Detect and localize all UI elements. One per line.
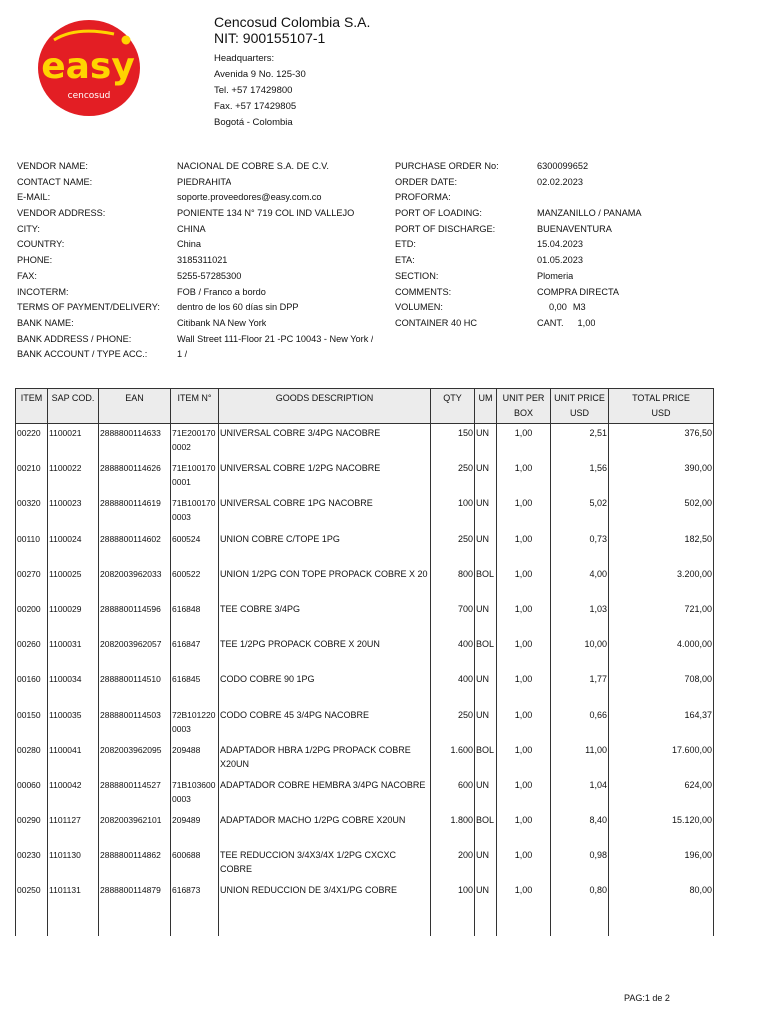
cell-item-no	[171, 776, 219, 811]
vendor-info-value: CHINA	[177, 223, 206, 234]
vendor-info-row	[17, 300, 392, 316]
order-info-value-extra: M3	[572, 302, 586, 313]
order-info-value-main: 02.02.2023	[537, 176, 583, 187]
cell-unit-per-box: 1,00	[497, 881, 551, 916]
cell-sap-code: 1100042	[48, 776, 99, 811]
order-info-label: ORDER DATE:	[395, 176, 458, 187]
order-info-row	[395, 222, 685, 238]
vendor-info-label: BANK ADDRESS / PHONE:	[17, 333, 132, 344]
cell-ean: 2888800114527	[99, 776, 171, 811]
vendor-info-label: BANK ACCOUNT / TYPE ACC.:	[17, 349, 148, 360]
cell-unit-price: 1,04	[551, 776, 609, 811]
cell-total-price: 708,00	[609, 670, 714, 705]
cell-item-no	[171, 600, 219, 635]
header-ean: EAN	[99, 389, 171, 424]
order-info-label: COMMENTS:	[395, 286, 452, 297]
cell-unit-price: 0,80	[551, 881, 609, 916]
table-row	[16, 670, 714, 705]
cell-ean: 2888800114879	[99, 881, 171, 916]
order-info-value-main: 01.05.2023	[537, 255, 583, 266]
cell-total-price: 4.000,00	[609, 635, 714, 670]
logo-subtext: cencosud	[67, 91, 111, 101]
cell-item: 00230	[16, 846, 48, 881]
table-row	[16, 846, 714, 881]
vendor-info-value: China	[177, 239, 202, 250]
cell-unit-per-box: 1,00	[497, 530, 551, 565]
cell-item: 00060	[16, 776, 48, 811]
table-row	[16, 494, 714, 529]
company-nit: NIT: 900155107-1	[214, 30, 326, 46]
cell-unit-per-box: 1,00	[497, 635, 551, 670]
header-goods-description: GOODS DESCRIPTION	[219, 389, 431, 424]
table-row	[16, 459, 714, 494]
cell-qty: 1.800	[431, 811, 475, 846]
header-unit-per-box-line1: UNIT PER	[502, 393, 545, 403]
table-row	[16, 811, 714, 846]
order-info-row	[395, 175, 685, 191]
cell-item: 00260	[16, 635, 48, 670]
cell-unit-per-box: 1,00	[497, 706, 551, 741]
cell-unit-price: 0,73	[551, 530, 609, 565]
cell-unit-price: 10,00	[551, 635, 609, 670]
order-info-row	[395, 159, 685, 175]
order-info-value-main: CANT.	[537, 317, 564, 328]
vendor-info-row	[17, 253, 392, 269]
order-info-label: SECTION:	[395, 270, 439, 281]
cell-item: 00210	[16, 459, 48, 494]
vendor-info-value: 1 /	[177, 349, 188, 360]
cell-ean: 2888800114862	[99, 846, 171, 881]
cell-item: 00220	[16, 424, 48, 460]
cell-total-price: 15.120,00	[609, 811, 714, 846]
cell-item-no-line1: 71B103600	[172, 779, 216, 790]
items-table	[15, 388, 714, 936]
cell-ean: 2082003962033	[99, 565, 171, 600]
vendor-info-label: CONTACT NAME:	[17, 176, 93, 187]
vendor-info-label: COUNTRY:	[17, 239, 65, 250]
cell-total-price: 80,00	[609, 881, 714, 916]
cell-total-price: 182,50	[609, 530, 714, 565]
cell-qty: 200	[431, 846, 475, 881]
table-row	[16, 600, 714, 635]
cell-unit-price: 1,77	[551, 670, 609, 705]
vendor-info-value: Wall Street 111-Floor 21 -PC 10043 - New York /	[177, 333, 374, 344]
cell-ean: 2888800114602	[99, 530, 171, 565]
cell-qty: 100	[431, 494, 475, 529]
cell-um: UN	[475, 459, 497, 494]
cell-goods-description: ADAPTADOR MACHO 1/2PG COBRE X20UN	[219, 811, 431, 846]
order-info-value	[537, 300, 586, 316]
filler-cell	[551, 917, 609, 936]
company-address-line: Fax. +57 17429805	[214, 101, 297, 112]
vendor-info-label: E-MAIL:	[17, 192, 51, 203]
cell-um: BOL	[475, 741, 497, 776]
vendor-info-row	[17, 237, 392, 253]
cell-item-no	[171, 424, 219, 460]
order-info-label: ETD:	[395, 239, 416, 250]
vendor-info-value: PIEDRAHITA	[177, 176, 232, 187]
order-info-value-main: 6300099652	[537, 161, 589, 171]
cell-qty: 800	[431, 565, 475, 600]
cell-ean: 2888800114503	[99, 706, 171, 741]
vendor-info	[17, 159, 392, 363]
cell-unit-price: 4,00	[551, 565, 609, 600]
cell-um: UN	[475, 670, 497, 705]
cell-um: UN	[475, 881, 497, 916]
table-row	[16, 565, 714, 600]
company-address-line: Tel. +57 17429800	[214, 85, 293, 96]
cell-item-no-line1: 600688	[172, 850, 201, 861]
cell-sap-code: 1100021	[48, 424, 99, 460]
cell-goods-description: TEE REDUCCION 3/4X3/4X 1/2PG CXCXC COBRE	[219, 846, 431, 881]
header-total-price	[609, 389, 714, 424]
order-info-row	[395, 253, 685, 269]
cell-unit-per-box: 1,00	[497, 670, 551, 705]
table-row	[16, 635, 714, 670]
header-unit-per-box	[497, 389, 551, 424]
cell-total-price: 624,00	[609, 776, 714, 811]
cell-qty: 600	[431, 776, 475, 811]
order-info-value-main: Plomeria	[537, 270, 574, 281]
cell-goods-description: UNIVERSAL COBRE 3/4PG NACOBRE	[219, 424, 431, 460]
cell-sap-code: 1100024	[48, 530, 99, 565]
cell-item-no-line1: 616847	[172, 639, 201, 650]
order-info-row	[395, 285, 685, 301]
header-unit-price	[551, 389, 609, 424]
vendor-info-label: FAX:	[17, 270, 37, 281]
vendor-info-row	[17, 285, 392, 301]
cell-ean: 2888800114510	[99, 670, 171, 705]
cell-unit-per-box: 1,00	[497, 600, 551, 635]
vendor-info-row	[17, 175, 392, 191]
cell-goods-description: ADAPTADOR COBRE HEMBRA 3/4PG NACOBRE	[219, 776, 431, 811]
cell-unit-per-box: 1,00	[497, 565, 551, 600]
cell-qty: 250	[431, 459, 475, 494]
cell-item: 00280	[16, 741, 48, 776]
order-info-value-extra: 1,00	[577, 317, 596, 328]
filler-cell	[99, 917, 171, 936]
order-info-row	[395, 206, 685, 222]
cell-sap-code: 1100029	[48, 600, 99, 635]
logo-wordmark: easy	[41, 46, 135, 87]
header-item: ITEM	[16, 389, 48, 424]
order-info-value	[537, 206, 642, 222]
cell-item-no	[171, 881, 219, 916]
cell-goods-description: TEE 1/2PG PROPACK COBRE X 20UN	[219, 635, 431, 670]
cell-total-price: 721,00	[609, 600, 714, 635]
cell-item-no-line1: 72B101220	[172, 709, 216, 720]
cell-total-price: 17.600,00	[609, 741, 714, 776]
vendor-info-value: 5255-57285300	[177, 270, 242, 281]
table-row	[16, 881, 714, 916]
cell-item: 00250	[16, 881, 48, 916]
cell-goods-description: UNIVERSAL COBRE 1PG NACOBRE	[219, 494, 431, 529]
vendor-info-row	[17, 347, 392, 363]
vendor-info-value: 3185311021	[177, 255, 228, 266]
header-item-no: ITEM N°	[171, 389, 219, 424]
cell-item-no-line2: 0003	[172, 723, 191, 734]
cell-qty: 1.600	[431, 741, 475, 776]
filler-cell	[431, 917, 475, 936]
company-name: Cencosud Colombia S.A.	[214, 14, 371, 30]
cell-item-no-line1: 616873	[172, 885, 201, 896]
vendor-info-row	[17, 269, 392, 285]
cell-sap-code: 1100022	[48, 459, 99, 494]
cell-ean: 2888800114626	[99, 459, 171, 494]
vendor-info-label: BANK NAME:	[17, 317, 74, 328]
cell-unit-per-box: 1,00	[497, 424, 551, 460]
cell-um: BOL	[475, 811, 497, 846]
cell-unit-per-box: 1,00	[497, 459, 551, 494]
vendor-info-row	[17, 206, 392, 222]
order-info-value	[537, 285, 619, 301]
order-info-value	[537, 269, 573, 285]
cell-item: 00110	[16, 530, 48, 565]
cell-unit-price: 11,00	[551, 741, 609, 776]
cell-um: UN	[475, 846, 497, 881]
cell-qty: 100	[431, 881, 475, 916]
cell-goods-description: UNION REDUCCION DE 3/4X1/PG COBRE	[219, 881, 431, 916]
vendor-info-value: soporte.proveedores@easy.com.co	[177, 192, 322, 203]
cell-sap-code: 1101131	[48, 881, 99, 916]
cell-item-no-line1: 616845	[172, 674, 201, 685]
filler-cell	[219, 917, 431, 936]
cell-goods-description: ADAPTADOR HBRA 1/2PG PROPACK COBRE X20UN	[219, 741, 431, 776]
filler-cell	[171, 917, 219, 936]
order-info-row	[395, 190, 685, 206]
cell-total-price: 502,00	[609, 494, 714, 529]
order-info-value-main: BUENAVENTURA	[537, 223, 612, 234]
cell-qty: 700	[431, 600, 475, 635]
order-info-row	[395, 300, 685, 316]
vendor-info-row	[17, 190, 392, 206]
cell-qty: 150	[431, 424, 475, 460]
order-info-value	[537, 316, 595, 332]
cell-sap-code: 1100041	[48, 741, 99, 776]
filler-cell	[609, 917, 714, 936]
cell-item: 00200	[16, 600, 48, 635]
vendor-info-label: INCOTERM:	[17, 286, 69, 297]
header-sap-code: SAP COD.	[48, 389, 99, 424]
filler-cell	[475, 917, 497, 936]
cell-um: BOL	[475, 635, 497, 670]
vendor-info-value: dentro de los 60 días sin DPP	[177, 302, 299, 313]
table-row	[16, 706, 714, 741]
vendor-info-value: FOB / Franco a bordo	[177, 286, 266, 297]
cell-item: 00160	[16, 670, 48, 705]
cell-ean: 2888800114596	[99, 600, 171, 635]
header-unit-per-box-line2: BOX	[513, 408, 533, 418]
cell-sap-code: 1100035	[48, 706, 99, 741]
header-qty: QTY	[431, 389, 475, 424]
cell-item-no-line1: 600522	[172, 568, 201, 579]
cell-item-no	[171, 565, 219, 600]
cell-unit-price: 8,40	[551, 811, 609, 846]
easy-logo	[36, 18, 142, 118]
cell-item-no-line1: 209489	[172, 815, 201, 826]
order-info-label: PORT OF LOADING:	[395, 208, 482, 219]
cell-unit-per-box: 1,00	[497, 494, 551, 529]
cell-item-no	[171, 494, 219, 529]
cell-item-no	[171, 670, 219, 705]
cell-goods-description: UNION 1/2PG CON TOPE PROPACK COBRE X 20	[219, 565, 431, 600]
cell-goods-description: UNION COBRE C/TOPE 1PG	[219, 530, 431, 565]
cell-total-price: 3.200,00	[609, 565, 714, 600]
order-info-value	[537, 175, 583, 191]
header-total-price-line1: TOTAL PRICE	[632, 393, 690, 403]
cell-unit-per-box: 1,00	[497, 846, 551, 881]
cell-ean: 2082003962101	[99, 811, 171, 846]
order-info-label: CONTAINER 40 HC	[395, 317, 478, 328]
order-info	[395, 159, 685, 332]
vendor-info-row	[17, 159, 392, 175]
company-address-line: Avenida 9 No. 125-30	[214, 69, 306, 80]
order-info-label: ETA:	[395, 255, 415, 266]
cell-ean: 2082003962095	[99, 741, 171, 776]
vendor-info-row	[17, 222, 392, 238]
page-number: PAG:1 de 2	[624, 993, 670, 1003]
cell-goods-description: UNIVERSAL COBRE 1/2PG NACOBRE	[219, 459, 431, 494]
cell-item-no-line1: 616848	[172, 603, 201, 614]
table-row	[16, 424, 714, 460]
order-info-row	[395, 316, 685, 332]
cell-item-no-line1: 71E100170	[172, 463, 216, 474]
cell-item: 00150	[16, 706, 48, 741]
cell-item-no-line2: 0003	[172, 512, 191, 523]
cell-item-no	[171, 635, 219, 670]
cell-total-price: 196,00	[609, 846, 714, 881]
cell-goods-description: TEE COBRE 3/4PG	[219, 600, 431, 635]
cell-item-no	[171, 459, 219, 494]
vendor-info-value: NACIONAL DE COBRE S.A. DE C.V.	[177, 161, 329, 171]
cell-unit-price: 1,03	[551, 600, 609, 635]
table-filler-row	[16, 917, 714, 936]
company-address-line: Bogotá - Colombia	[214, 117, 293, 128]
cell-total-price: 376,50	[609, 424, 714, 460]
cell-item-no	[171, 846, 219, 881]
cell-qty: 250	[431, 530, 475, 565]
header-um: UM	[475, 389, 497, 424]
cell-ean: 2888800114619	[99, 494, 171, 529]
order-info-value-main: MANZANILLO / PANAMA	[537, 208, 642, 219]
vendor-info-label: PHONE:	[17, 255, 53, 266]
cell-um: BOL	[475, 565, 497, 600]
cell-unit-per-box: 1,00	[497, 811, 551, 846]
table-row	[16, 776, 714, 811]
cell-item-no	[171, 811, 219, 846]
cell-item-no-line1: 600524	[172, 533, 201, 544]
cell-sap-code: 1101130	[48, 846, 99, 881]
cell-ean: 2082003962057	[99, 635, 171, 670]
vendor-info-label: VENDOR ADDRESS:	[17, 208, 106, 219]
header-unit-price-line1: UNIT PRICE	[554, 393, 605, 403]
vendor-info-value: PONIENTE 134 N° 719 COL IND VALLEJO	[177, 208, 355, 219]
cell-unit-price: 0,66	[551, 706, 609, 741]
cell-unit-price: 0,98	[551, 846, 609, 881]
cell-goods-description: CODO COBRE 45 3/4PG NACOBRE	[219, 706, 431, 741]
filler-cell	[48, 917, 99, 936]
cell-item-no-line2: 0001	[172, 477, 191, 488]
vendor-info-label: CITY:	[17, 223, 40, 234]
filler-cell	[497, 917, 551, 936]
cell-um: UN	[475, 494, 497, 529]
order-info-value	[537, 159, 588, 175]
table-row	[16, 741, 714, 776]
table-header-row	[16, 389, 714, 424]
cell-unit-price: 2,51	[551, 424, 609, 460]
vendor-info-row	[17, 316, 392, 332]
cell-um: UN	[475, 600, 497, 635]
order-info-label: PORT OF DISCHARGE:	[395, 223, 496, 234]
filler-cell	[16, 917, 48, 936]
cell-total-price: 390,00	[609, 459, 714, 494]
table-row	[16, 530, 714, 565]
cell-item-no-line1: 71B100170	[172, 498, 216, 509]
company-header	[214, 14, 370, 131]
cell-um: UN	[475, 776, 497, 811]
cell-sap-code: 1100023	[48, 494, 99, 529]
cell-item-no	[171, 741, 219, 776]
cell-item-no-line2: 0002	[172, 442, 191, 452]
cell-item-no-line1: 209488	[172, 744, 201, 755]
cell-item-no-line1: 71E200170	[172, 428, 216, 438]
cell-sap-code: 1100034	[48, 670, 99, 705]
cell-qty: 400	[431, 670, 475, 705]
cell-unit-per-box: 1,00	[497, 776, 551, 811]
cell-um: UN	[475, 530, 497, 565]
order-info-row	[395, 269, 685, 285]
order-info-row	[395, 237, 685, 253]
order-info-label: PROFORMA:	[395, 192, 451, 203]
header-total-price-line2: USD	[651, 408, 671, 418]
cell-item-no-line2: 0003	[172, 793, 191, 804]
order-info-value-main: 0,00	[549, 302, 567, 313]
order-info-value	[537, 253, 583, 269]
cell-sap-code: 1100031	[48, 635, 99, 670]
cell-item: 00290	[16, 811, 48, 846]
cell-sap-code: 1101127	[48, 811, 99, 846]
order-info-value-main: 15.04.2023	[537, 239, 583, 250]
cell-ean: 2888800114633	[99, 424, 171, 460]
company-address-line: Headquarters:	[214, 53, 275, 64]
cell-unit-price: 1,56	[551, 459, 609, 494]
cell-item-no	[171, 706, 219, 741]
cell-unit-per-box: 1,00	[497, 741, 551, 776]
cell-item-no	[171, 530, 219, 565]
cell-um: UN	[475, 424, 497, 460]
order-info-value	[537, 222, 612, 238]
cell-um: UN	[475, 706, 497, 741]
order-info-value-main: COMPRA DIRECTA	[537, 286, 620, 297]
vendor-info-label: TERMS OF PAYMENT/DELIVERY:	[17, 302, 160, 313]
vendor-info-value: Citibank NA New York	[177, 317, 267, 328]
order-info-value	[537, 237, 583, 253]
cell-qty: 250	[431, 706, 475, 741]
header-unit-price-line2: USD	[569, 408, 589, 418]
cell-total-price: 164,37	[609, 706, 714, 741]
cell-qty: 400	[431, 635, 475, 670]
order-info-label: PURCHASE ORDER No:	[395, 161, 499, 171]
vendor-info-label: VENDOR NAME:	[17, 161, 88, 171]
order-info-label: VOLUMEN:	[395, 302, 443, 313]
cell-sap-code: 1100025	[48, 565, 99, 600]
cell-item: 00270	[16, 565, 48, 600]
cell-goods-description: CODO COBRE 90 1PG	[219, 670, 431, 705]
cell-item: 00320	[16, 494, 48, 529]
cell-unit-price: 5,02	[551, 494, 609, 529]
vendor-info-row	[17, 332, 392, 348]
